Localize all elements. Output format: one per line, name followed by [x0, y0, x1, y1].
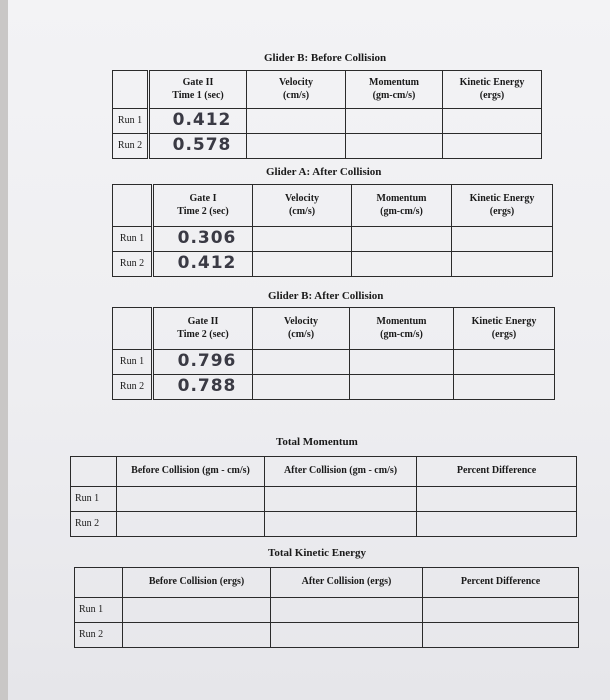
- percent-diff-cell[interactable]: [423, 598, 579, 623]
- header-after-collision: After Collision (ergs): [271, 568, 423, 598]
- header-gate-time: Gate II Time 2 (sec): [153, 308, 253, 350]
- velocity-cell[interactable]: [253, 375, 350, 400]
- header-gate-time: Gate II Time 1 (sec): [149, 71, 247, 109]
- table-row: [75, 598, 579, 623]
- before-cell[interactable]: [123, 623, 271, 648]
- kinetic-energy-cell[interactable]: [452, 252, 553, 277]
- glider-a-after-table: [112, 184, 553, 277]
- after-cell[interactable]: [265, 512, 417, 537]
- kinetic-energy-cell[interactable]: [443, 134, 542, 159]
- header-momentum: Momentum (gm-cm/s): [352, 185, 452, 227]
- velocity-cell[interactable]: [253, 227, 352, 252]
- worksheet-page: [8, 0, 610, 700]
- header-velocity: Velocity (cm/s): [247, 71, 346, 109]
- row-label: Run 1: [71, 487, 117, 512]
- momentum-cell[interactable]: [352, 227, 452, 252]
- row-label: Run 1: [113, 227, 153, 252]
- row-label: Run 2: [71, 512, 117, 537]
- table-row: [75, 623, 579, 648]
- after-cell[interactable]: [271, 598, 423, 623]
- time-value: 0.578: [149, 134, 247, 159]
- header-momentum: Momentum (gm-cm/s): [346, 71, 443, 109]
- table-row: [113, 252, 553, 277]
- before-cell[interactable]: [117, 487, 265, 512]
- percent-diff-cell[interactable]: [417, 512, 577, 537]
- header-velocity: Velocity (cm/s): [253, 308, 350, 350]
- total-ke-title: Total Kinetic Energy: [268, 547, 366, 559]
- header-kinetic-energy: Kinetic Energy (ergs): [452, 185, 553, 227]
- corner-cell: [71, 457, 117, 487]
- before-cell[interactable]: [123, 598, 271, 623]
- row-label: Run 2: [75, 623, 123, 648]
- glider-b-after-table: [112, 307, 555, 400]
- total-momentum-table: [70, 456, 577, 537]
- row-label: Run 1: [113, 109, 149, 134]
- row-label: Run 2: [113, 252, 153, 277]
- time-value: 0.412: [149, 109, 247, 134]
- row-label: Run 1: [113, 350, 153, 375]
- table-row: [113, 109, 542, 134]
- header-percent-difference: Percent Difference: [423, 568, 579, 598]
- header-before-collision: Before Collision (gm - cm/s): [117, 457, 265, 487]
- total-ke-table: [74, 567, 579, 648]
- momentum-cell[interactable]: [346, 109, 443, 134]
- row-label: Run 2: [113, 134, 149, 159]
- total-momentum-title: Total Momentum: [276, 436, 358, 448]
- corner-cell: [75, 568, 123, 598]
- row-label: Run 1: [75, 598, 123, 623]
- header-kinetic-energy: Kinetic Energy (ergs): [443, 71, 542, 109]
- momentum-cell[interactable]: [350, 350, 454, 375]
- header-after-collision: After Collision (gm - cm/s): [265, 457, 417, 487]
- percent-diff-cell[interactable]: [423, 623, 579, 648]
- glider-a-after-title: Glider A: After Collision: [266, 166, 382, 178]
- time-value: 0.306: [153, 227, 253, 252]
- corner-cell: [113, 71, 149, 109]
- before-cell[interactable]: [117, 512, 265, 537]
- header-momentum: Momentum (gm-cm/s): [350, 308, 454, 350]
- table-row: [113, 227, 553, 252]
- table-row: [113, 375, 555, 400]
- glider-b-before-table: [112, 70, 542, 159]
- glider-b-before-title: Glider B: Before Collision: [264, 52, 387, 64]
- header-percent-difference: Percent Difference: [417, 457, 577, 487]
- time-value: 0.788: [153, 375, 253, 400]
- after-cell[interactable]: [265, 487, 417, 512]
- time-value: 0.412: [153, 252, 253, 277]
- table-row: [113, 350, 555, 375]
- velocity-cell[interactable]: [253, 252, 352, 277]
- kinetic-energy-cell[interactable]: [443, 109, 542, 134]
- momentum-cell[interactable]: [350, 375, 454, 400]
- header-before-collision: Before Collision (ergs): [123, 568, 271, 598]
- momentum-cell[interactable]: [352, 252, 452, 277]
- kinetic-energy-cell[interactable]: [454, 375, 555, 400]
- momentum-cell[interactable]: [346, 134, 443, 159]
- header-kinetic-energy: Kinetic Energy (ergs): [454, 308, 555, 350]
- table-row: [71, 512, 577, 537]
- table-row: [113, 134, 542, 159]
- kinetic-energy-cell[interactable]: [454, 350, 555, 375]
- row-label: Run 2: [113, 375, 153, 400]
- header-gate-time: Gate I Time 2 (sec): [153, 185, 253, 227]
- glider-b-after-title: Glider B: After Collision: [268, 290, 384, 302]
- time-value: 0.796: [153, 350, 253, 375]
- velocity-cell[interactable]: [253, 350, 350, 375]
- header-velocity: Velocity (cm/s): [253, 185, 352, 227]
- percent-diff-cell[interactable]: [417, 487, 577, 512]
- corner-cell: [113, 308, 153, 350]
- after-cell[interactable]: [271, 623, 423, 648]
- corner-cell: [113, 185, 153, 227]
- velocity-cell[interactable]: [247, 134, 346, 159]
- table-row: [71, 487, 577, 512]
- velocity-cell[interactable]: [247, 109, 346, 134]
- kinetic-energy-cell[interactable]: [452, 227, 553, 252]
